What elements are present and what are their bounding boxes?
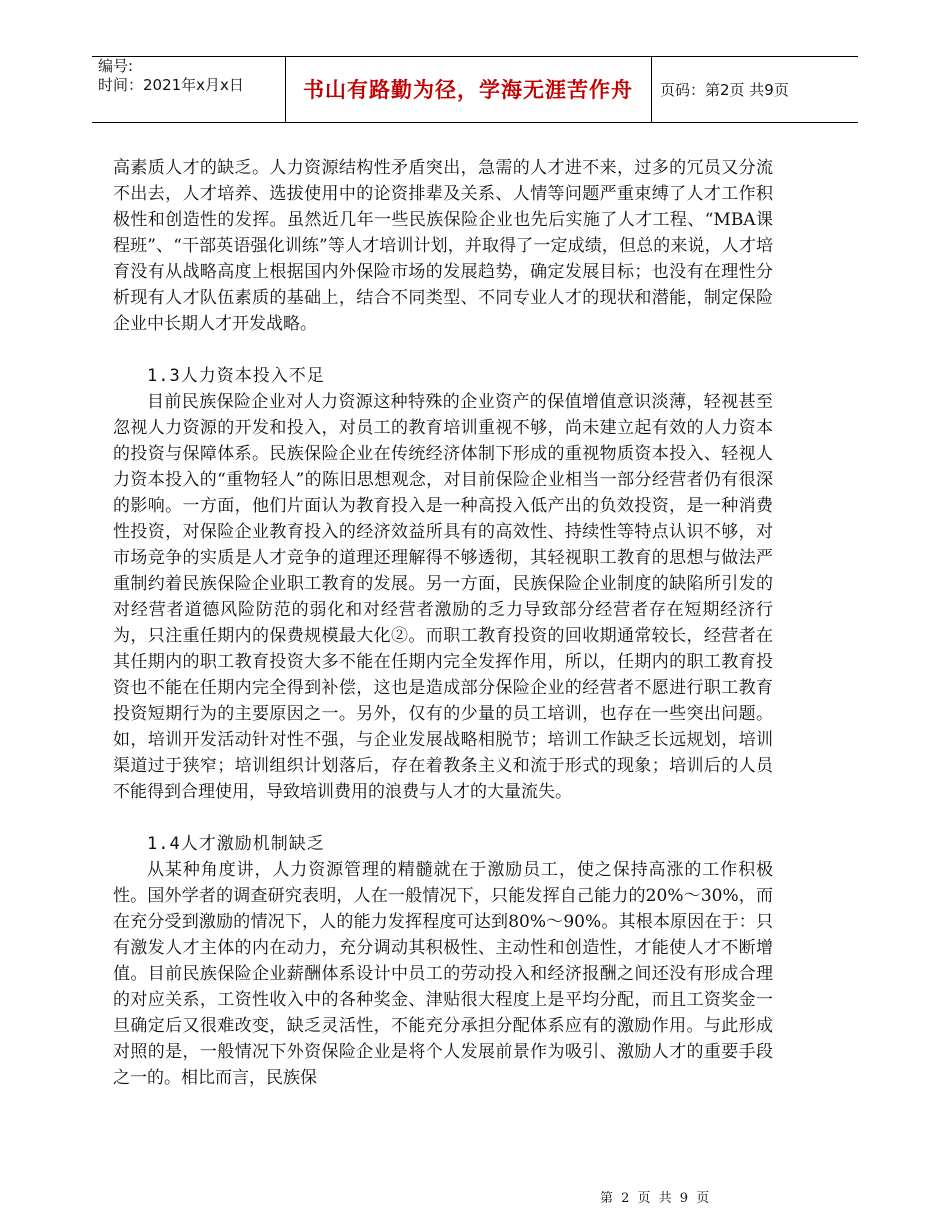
header-page-label: 页码：第2页 共9页	[660, 81, 789, 99]
paragraph-human-capital-investment: 目前民族保险企业对人力资源这种特殊的企业资产的保值增值意识淡薄，轻视甚至忽视人力资源的开发和投入，对员工的教育培训重视不够，尚未建立起有效的人力资本的投资与保障体系。民族保险企业在传统经济体制下形成的重视物质资本投入、轻视人力资本投入的“重物轻人”的陈旧思想观念，对目前保险企业相当一部分经营者仍有很深的影响。一方面，他们片面认为教育投入是一种高投入低产出的负效投资，是一种消费性投资，对保险企业教育投入的经济效益所具有的高效性、持续性等特点认识不够，对市场竞争的实质是人才竞争的道理还理解得不够透彻，其轻视职工教育的思想与做法严重制约着民族保险企业职工教育的发展。另一方面，民族保险企业制度的缺陷所引发的对经营者道德风险防范的弱化和对经营者激励的乏力导致部分经营者存在短期经济行为，只注重任期内的保费规模最大化②。而职工教育投资的回收期通常较长，经营者在其任期内的职工教育投资大多不能在任期内完全发挥作用，所以，任期内的职工教育投资也不能在任期内完全得到补偿，这也是造成部分保险企业的经营者不愿进行职工教育投资短期行为的主要原因之一。另外，仅有的少量的员工培训，也存在一些突出问题。如，培训开发活动针对性不强，与企业发展战略相脱节；培训工作缺乏长远规划，培训渠道过于狭窄；培训组织计划落后，存在着教条主义和流于形式的现象；培训后的人员不能得到合理使用，导致培训费用的浪费与人才的大量流失。	[113, 392, 773, 802]
section-heading-1-3: 1.3人力资本投入不足	[147, 366, 325, 386]
header-divider-right	[651, 56, 652, 122]
section-heading-1-4: 1.4人才激励机制缺乏	[147, 834, 325, 854]
document-time-label: 时间：2021年x月x日	[98, 76, 244, 94]
document-number-label: 编号:	[98, 57, 134, 75]
header-motto: 书山有路勤为径，学海无涯苦作舟	[303, 78, 633, 102]
paragraph-talent-shortage: 高素质人才的缺乏。人力资源结构性矛盾突出，急需的人才进不来，过多的冗员又分流不出去，人才培养、选拔使用中的论资排辈及关系、人情等问题严重束缚了人才工作积极性和创造性的发挥。虽然近几年一些民族保险企业也先后实施了人才工程、“MBA课程班”、“干部英语强化训练”等人才培训计划，并取得了一定成绩，但总的来说，人才培育没有从战略高度上根据国内外保险市场的发展趋势，确定发展目标；也没有在理性分析现有人才队伍素质的基础上，结合不同类型、不同专业人才的现状和潜能，制定保险企业中长期人才开发战略。	[113, 158, 773, 334]
footer-page-number: 第 2 页 共 9 页	[600, 1191, 712, 1206]
document-body	[113, 155, 773, 1091]
header-bottom-rule	[92, 122, 858, 123]
header-meta	[98, 57, 244, 95]
paragraph-incentive-mechanism: 从某种角度讲，人力资源管理的精髓就在于激励员工，使之保持高涨的工作积极性。国外学者的调查研究表明，人在一般情况下，只能发挥自己能力的20%～30%，而在充分受到激励的情况下，人的能力发挥程度可达到80%～90%。其根本原因在于：只有激发人才主体的内在动力，充分调动其积极性、主动性和创造性，才能使人才不断增值。目前民族保险企业薪酬体系设计中员工的劳动投入和经济报酬之间还没有形成合理的对应关系，工资性收入中的各种奖金、津贴很大程度上是平均分配，而且工资奖金一旦确定后又很难改变，缺乏灵活性，不能充分承担分配体系应有的激励作用。与此形成对照的是，一般情况下外资保险企业是将个人发展前景作为吸引、激励人才的重要手段之一的。相比而言，民族保	[113, 860, 773, 1088]
